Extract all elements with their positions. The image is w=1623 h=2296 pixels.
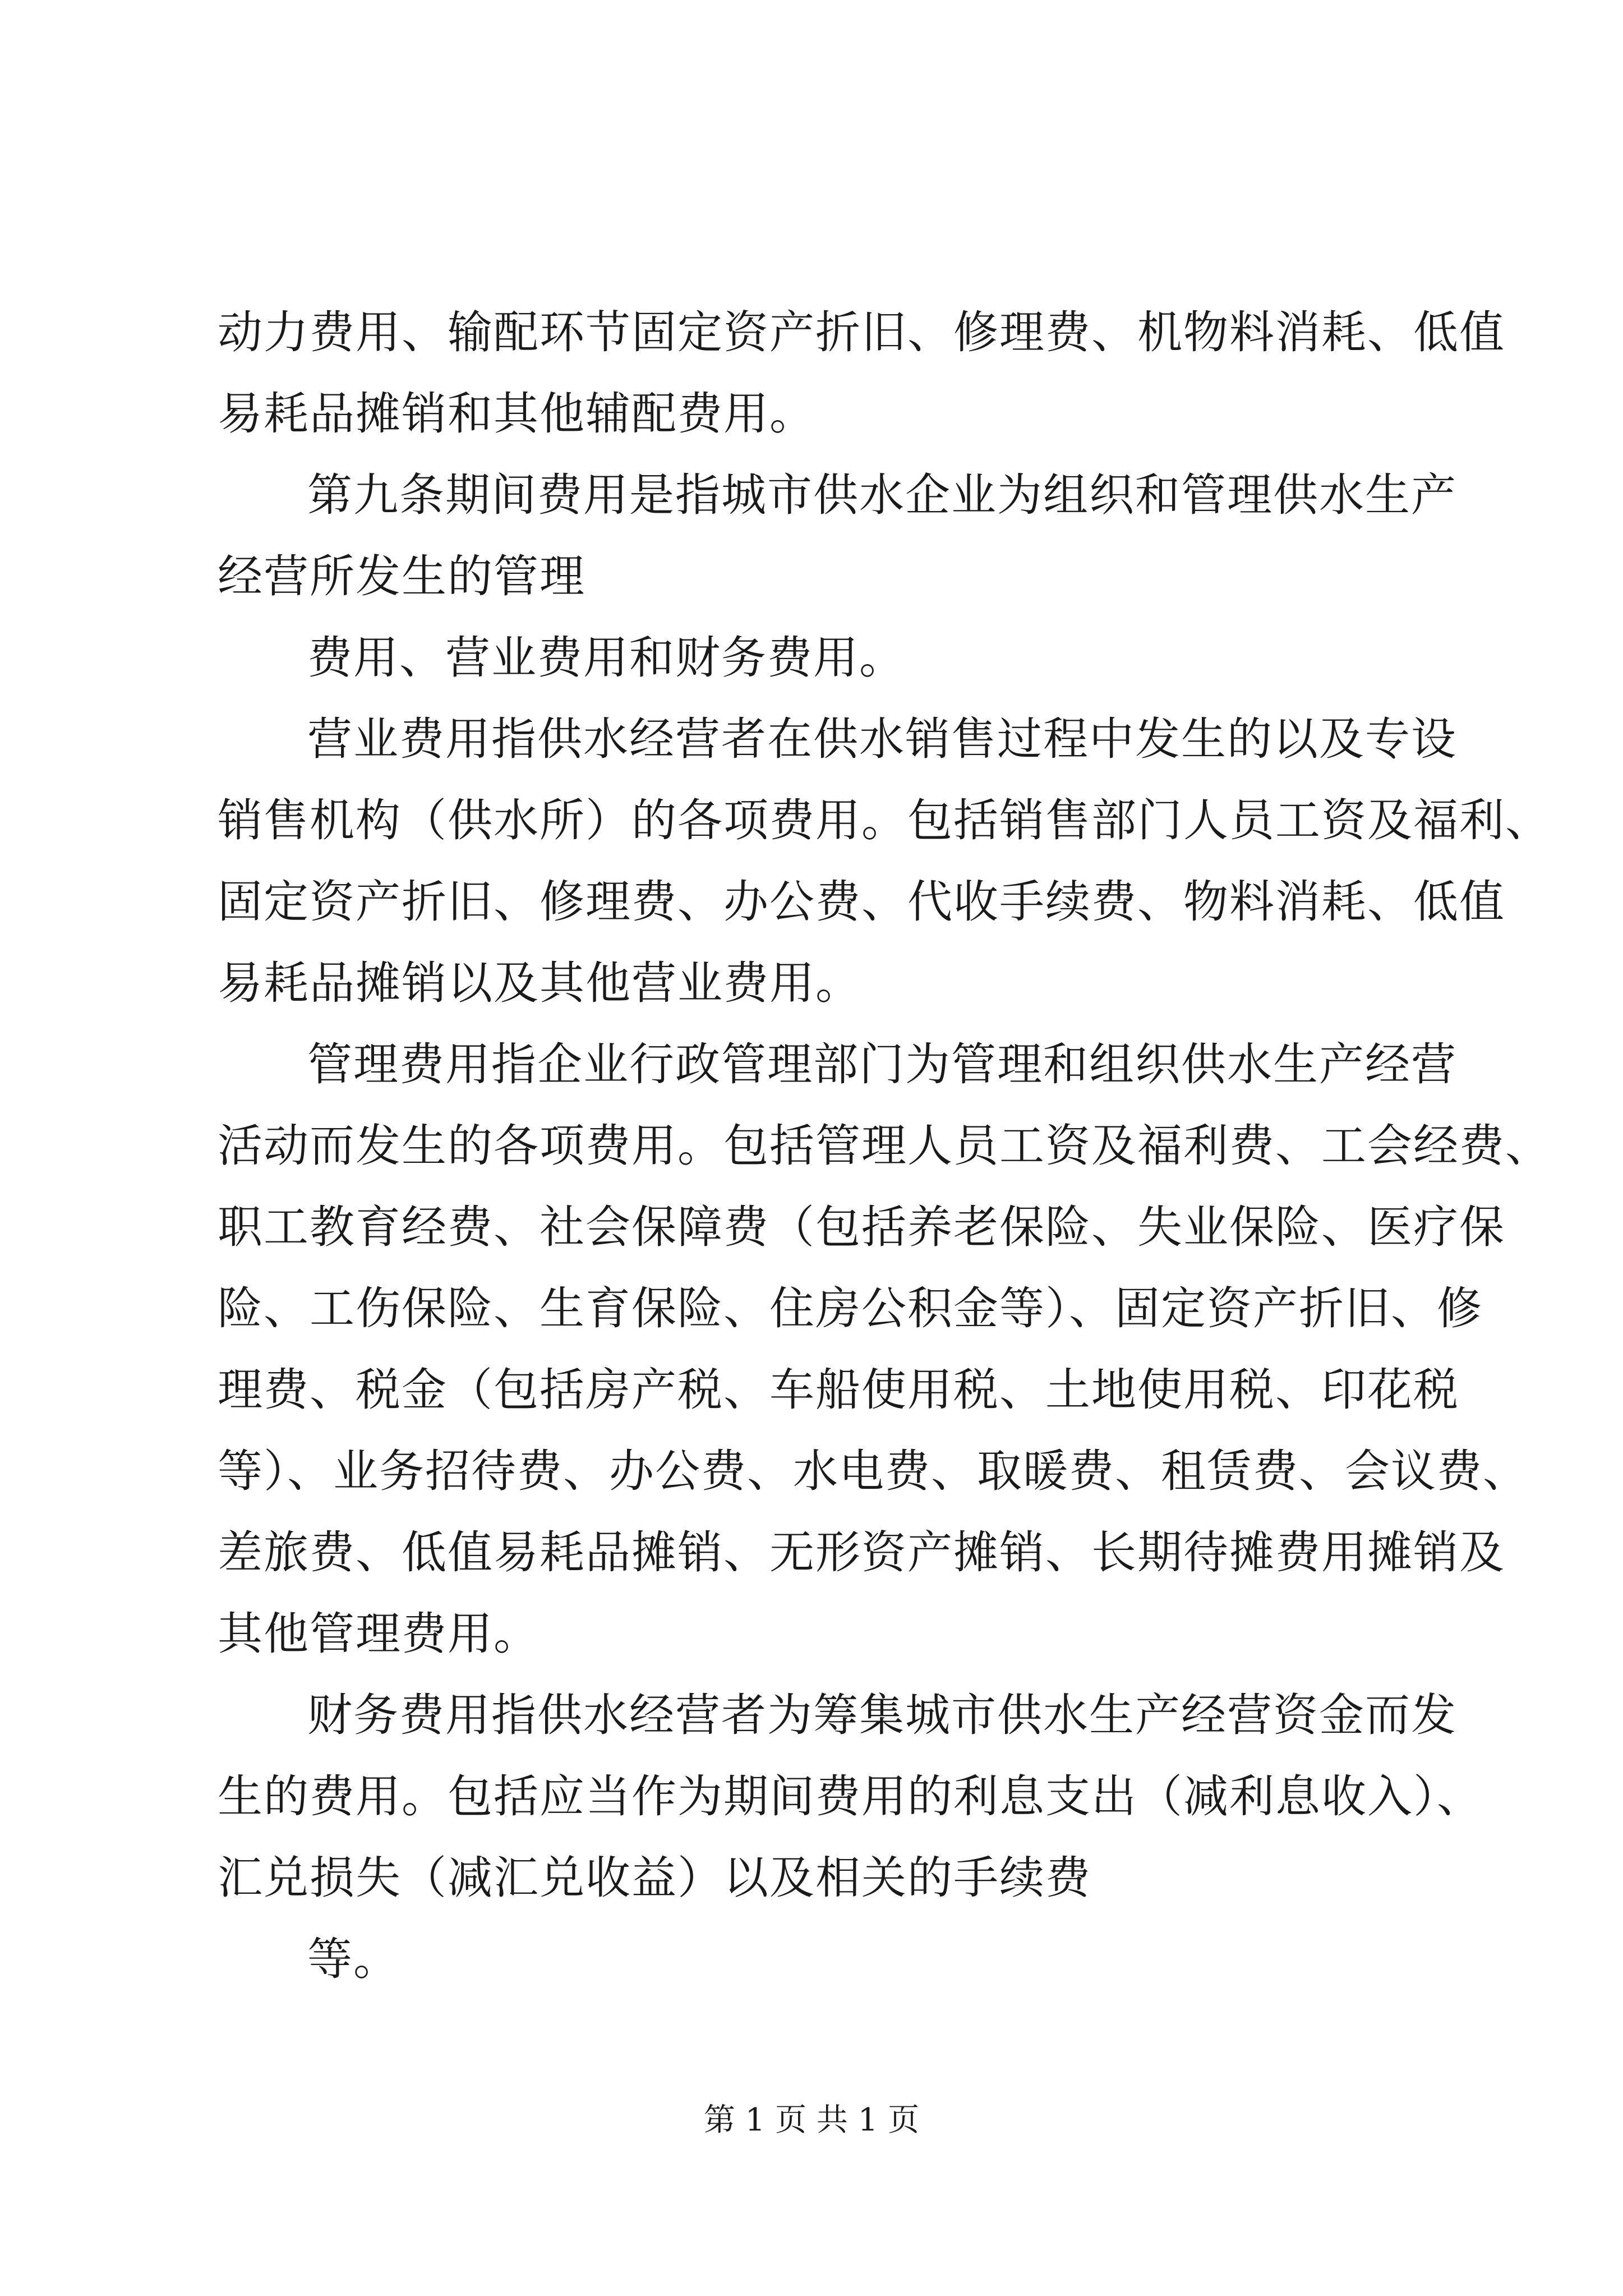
text-line: 险、工伤保险、生育保险、住房公积金等）、固定资产折旧、修 [218,1282,1483,1335]
text-line: 生的费用。包括应当作为期间费用的利息支出（减利息收入）、 [218,1770,1483,1823]
text-line: 经营所发生的管理 [218,550,585,602]
text-line: 固定资产折旧、修理费、办公费、代收手续费、物料消耗、低值 [218,876,1505,928]
text-line: 易耗品摊销和其他辅配费用。 [218,388,815,440]
text-line: 销售机构（供水所）的各项费用。包括销售部门人员工资及福利、 [218,794,1551,846]
text-line: 理费、税金（包括房产税、车船使用税、土地使用税、印花税 [218,1364,1459,1416]
text-line: 管理费用指企业行政管理部门为管理和组织供水生产经营 [307,1038,1457,1091]
text-line: 职工教育经费、社会保障费（包括养老保险、失业保险、医疗保 [218,1201,1505,1253]
text-line: 费用、营业费用和财务费用。 [307,632,905,684]
text-line: 财务费用指供水经营者为筹集城市供水生产经营资金而发 [307,1689,1457,1741]
text-line: 动力费用、输配环节固定资产折旧、修理费、机物料消耗、低值 [218,306,1505,358]
page-footer [0,2101,1623,2140]
text-line: 差旅费、低值易耗品摊销、无形资产摊销、长期待摊费用摊销及 [218,1526,1505,1579]
text-line: 营业费用指供水经营者在供水销售过程中发生的以及专设 [307,713,1457,765]
page-number-label: 第 1 页 共 1 页 [703,2102,920,2138]
text-line: 等。 [307,1933,399,1985]
text-line: 等）、业务招待费、办公费、水电费、取暖费、租赁费、会议费、 [218,1445,1529,1497]
text-line: 汇兑损失（减汇兑收益）以及相关的手续费 [218,1852,1091,1904]
text-line: 其他管理费用。 [218,1608,540,1660]
document-body [218,292,1551,2000]
text-line: 活动而发生的各项费用。包括管理人员工资及福利费、工会经费、 [218,1120,1551,1172]
text-line: 易耗品摊销以及其他营业费用。 [218,957,861,1009]
text-line: 第九条期间费用是指城市供水企业为组织和管理供水生产 [307,469,1457,521]
